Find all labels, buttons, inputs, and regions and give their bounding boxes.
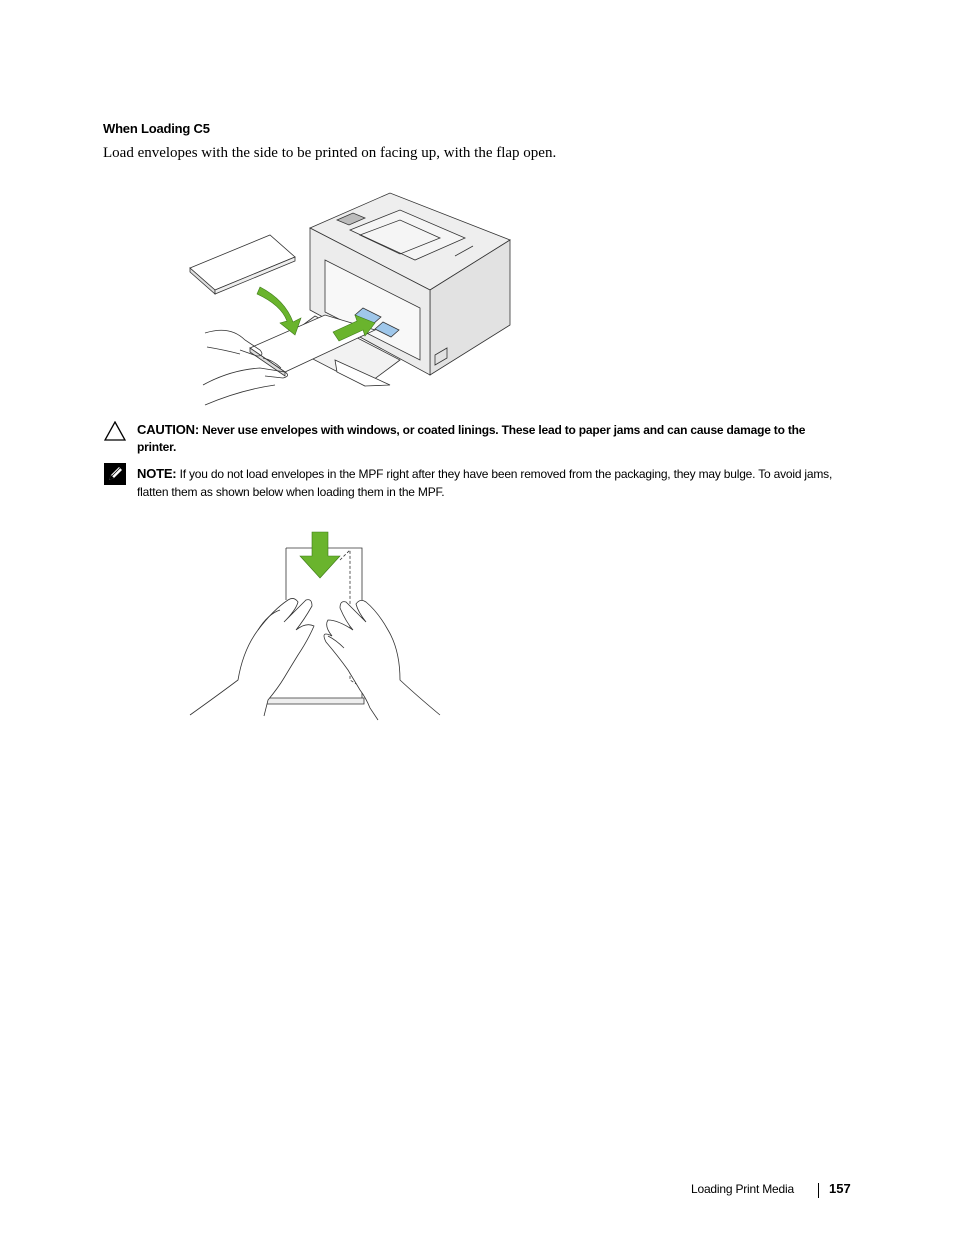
- note-label: NOTE:: [137, 466, 177, 481]
- note-pencil-icon: [104, 463, 126, 485]
- section-body-text: Load envelopes with the side to be printed on facing up, with the flap open.: [103, 145, 557, 161]
- caution-text: Never use envelopes with windows, or coated linings. These lead to paper jams and can cause damage to the printer.: [137, 423, 806, 454]
- note-message: [137, 465, 857, 501]
- caution-message: [137, 421, 842, 456]
- flatten-envelopes-illustration: [188, 530, 446, 722]
- caution-label: CAUTION:: [137, 422, 199, 437]
- footer-separator: [818, 1183, 819, 1198]
- printer-envelope-loading-illustration: [185, 190, 515, 415]
- note-text: If you do not load envelopes in the MPF right after they have been removed from the packaging, they may bulge. To avoid jams, flatten them as shown below when loading them in the MPF.: [137, 467, 833, 499]
- caution-triangle-icon: [104, 421, 126, 441]
- footer-page-number: 157: [829, 1181, 851, 1196]
- section-heading: When Loading C5: [103, 121, 210, 136]
- footer-chapter-title: Loading Print Media: [691, 1182, 794, 1196]
